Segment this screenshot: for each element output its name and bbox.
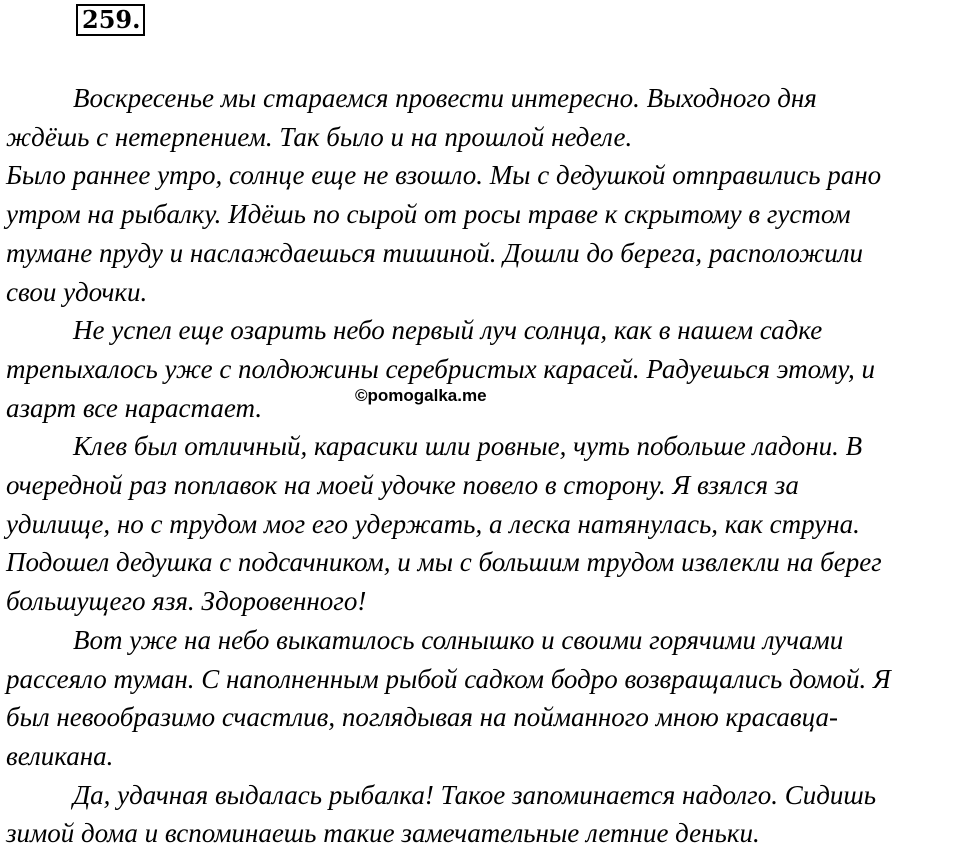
text-line: Клев был отличный, карасики шли ровные, чуть побольше ладони. В [73, 431, 863, 462]
text-line: удилище, но с трудом мог его удержать, а леска натянулась, как струна. [6, 508, 860, 539]
exercise-number-box [76, 4, 145, 36]
text-line: очередной раз поплавок на моей удочке повело в сторону. Я взялся за [6, 470, 799, 501]
text-line: утром на рыбалку. Идёшь по сырой от росы траве к скрытому в густом [6, 199, 851, 230]
text-line: Да, удачная выдалась рыбалка! Такое запоминается надолго. Сидишь [73, 779, 877, 810]
text-line: зимой дома и вспоминаешь такие замечательные летние деньки. [6, 818, 760, 849]
text-line: Подошел дедушка с подсачником, и мы с большим трудом извлекли на берег [6, 547, 882, 578]
text-line: тумане пруду и наслаждаешься тишиной. Дошли до берега, расположили [6, 237, 863, 268]
text-line: Не успел еще озарить небо первый луч солнца, как в нашем садке [73, 315, 823, 346]
text-line: трепыхалось уже с полдюжины серебристых карасей. Радуешься этому, и [6, 353, 876, 384]
watermark: ©pomogalka.me [355, 386, 487, 405]
exercise-text [6, 79, 946, 853]
text-line: большущего язя. Здоровенного! [6, 586, 367, 617]
text-line: ждёшь с нетерпением. Так было и на прошлой неделе. [6, 121, 633, 152]
text-line: Было раннее утро, солнце еще не взошло. Мы с дедушкой отправились рано [6, 160, 882, 191]
text-line: азарт все нарастает. [6, 392, 263, 423]
exercise-number-label: 259. [82, 5, 141, 34]
text-line: свои удочки. [6, 276, 148, 307]
text-line: Воскресенье мы стараемся провести интересно. Выходного дня [73, 83, 817, 113]
text-line: великана. [6, 740, 114, 771]
text-line: Вот уже на небо выкатилось солнышко и своими горячими лучами [73, 624, 844, 655]
text-line: рассеяло туман. С наполненным рыбой садком бодро возвращались домой. Я [6, 663, 891, 694]
text-line: был невообразимо счастлив, поглядывая на пойманного мною красавца- [6, 702, 838, 733]
exercise-number [76, 4, 145, 36]
